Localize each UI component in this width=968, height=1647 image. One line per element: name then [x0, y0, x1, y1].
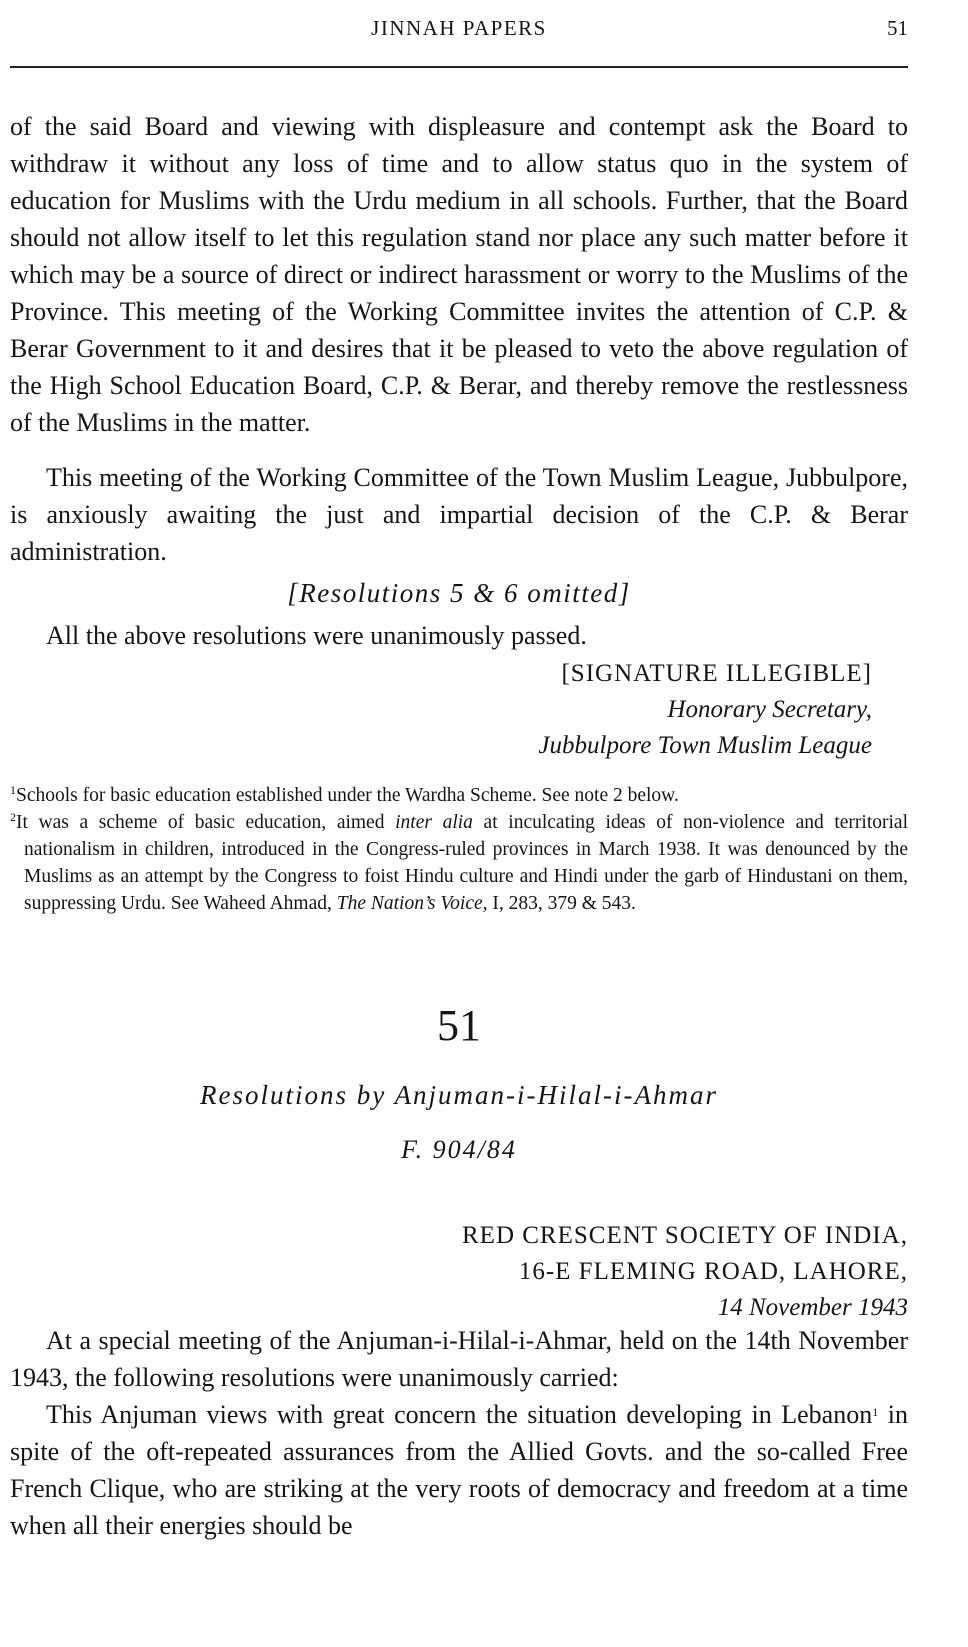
footnote-text: at inculcating ideas of non-violence and territorial nationalism in children, introduced in the Congress-ruled provinces in March 1938. It was denounced by the Muslims as an attempt by the Congress to foist Hindu culture and Hindi under the garb of Hindustani on them, suppressing Urdu. See Waheed Ahmad, — [24, 812, 908, 914]
signature-block — [538, 656, 872, 764]
running-header — [10, 0, 908, 56]
document-number: 51 — [437, 1001, 481, 1050]
book-page — [10, 0, 908, 1540]
address-line-1: RED CRESCENT SOCIETY OF INDIA, — [462, 1222, 908, 1249]
footnote-italic-phrase: inter alia — [395, 812, 473, 833]
file-reference: F. 904/84 — [401, 1135, 517, 1164]
doc51-paragraph-lebanon — [10, 1396, 908, 1544]
document-title: Resolutions by Anjuman-i-Hilal-i-Ahmar — [200, 1080, 718, 1110]
footnote-marker: 2 — [10, 810, 16, 824]
footnote-reference: 1 — [872, 1405, 879, 1419]
paragraph-text: in spite of the oft-repeated assurances from the Allied Govts. and the so-called Free French Clique, who are striking at the very roots of democracy and freedom at a time when all their energies should be — [10, 1400, 908, 1540]
footnote-text: Schools for basic education established under the Wardha Scheme. See note 2 below. — [16, 785, 679, 806]
document-date: 14 November 1943 — [717, 1294, 908, 1321]
footnote-text: I, 283, 379 & 543. — [487, 893, 636, 914]
doc51-paragraph-meeting: At a special meeting of the Anjuman-i-Hilal-i-Ahmar, held on the 14th November 1943, the following resolutions were unanimously carried: — [10, 1326, 908, 1392]
omission-note: [Resolutions 5 & 6 omitted] — [287, 578, 631, 608]
footnote-book-title: The Nation’s Voice, — [336, 893, 488, 914]
signatory-title: Honorary Secretary, — [667, 696, 872, 723]
running-title: JINNAH PAPERS — [371, 16, 547, 40]
page-number: 51 — [887, 16, 908, 40]
footnotes — [10, 782, 908, 917]
footnote-1 — [10, 782, 908, 809]
paragraph-text: This Anjuman views with great concern the situation developing in Lebanon — [46, 1400, 873, 1429]
doc50-paragraph-continued: of the said Board and viewing with displeasure and contempt ask the Board to withdraw it without any loss of time and to allow status quo in the system of education for Muslims with the Urdu medium in all schools. Further, that the Board should not allow itself to let this regulation stand nor place any such matter before it which may be a source of direct or indirect harassment or worry to the Muslims of the Province. This meeting of the Working Committee invites the attention of C.P. & Berar Government to it and desires that it be pleased to veto the above regulation of the High School Education Board, C.P. & Berar, and thereby remove the restlessness of the Muslims in the matter. — [10, 112, 908, 437]
letterhead-address — [462, 1218, 908, 1326]
address-line-2: 16-E FLEMING ROAD, LAHORE, — [518, 1258, 908, 1285]
signatory-organisation: Jubbulpore Town Muslim League — [538, 732, 872, 759]
footnote-text: It was a scheme of basic education, aimed — [16, 812, 396, 833]
footnote-marker: 1 — [10, 783, 16, 797]
doc50-paragraph-passed: All the above resolutions were unanimously passed. — [46, 621, 587, 650]
header-rule — [10, 66, 908, 68]
doc50-paragraph-awaiting: This meeting of the Working Committee of the Town Muslim League, Jubbulpore, is anxiously awaiting the just and impartial decision of the C.P. & Berar administration. — [10, 463, 908, 566]
footnote-2 — [10, 809, 908, 917]
signature-illegible: [SIGNATURE ILLEGIBLE] — [561, 660, 872, 687]
